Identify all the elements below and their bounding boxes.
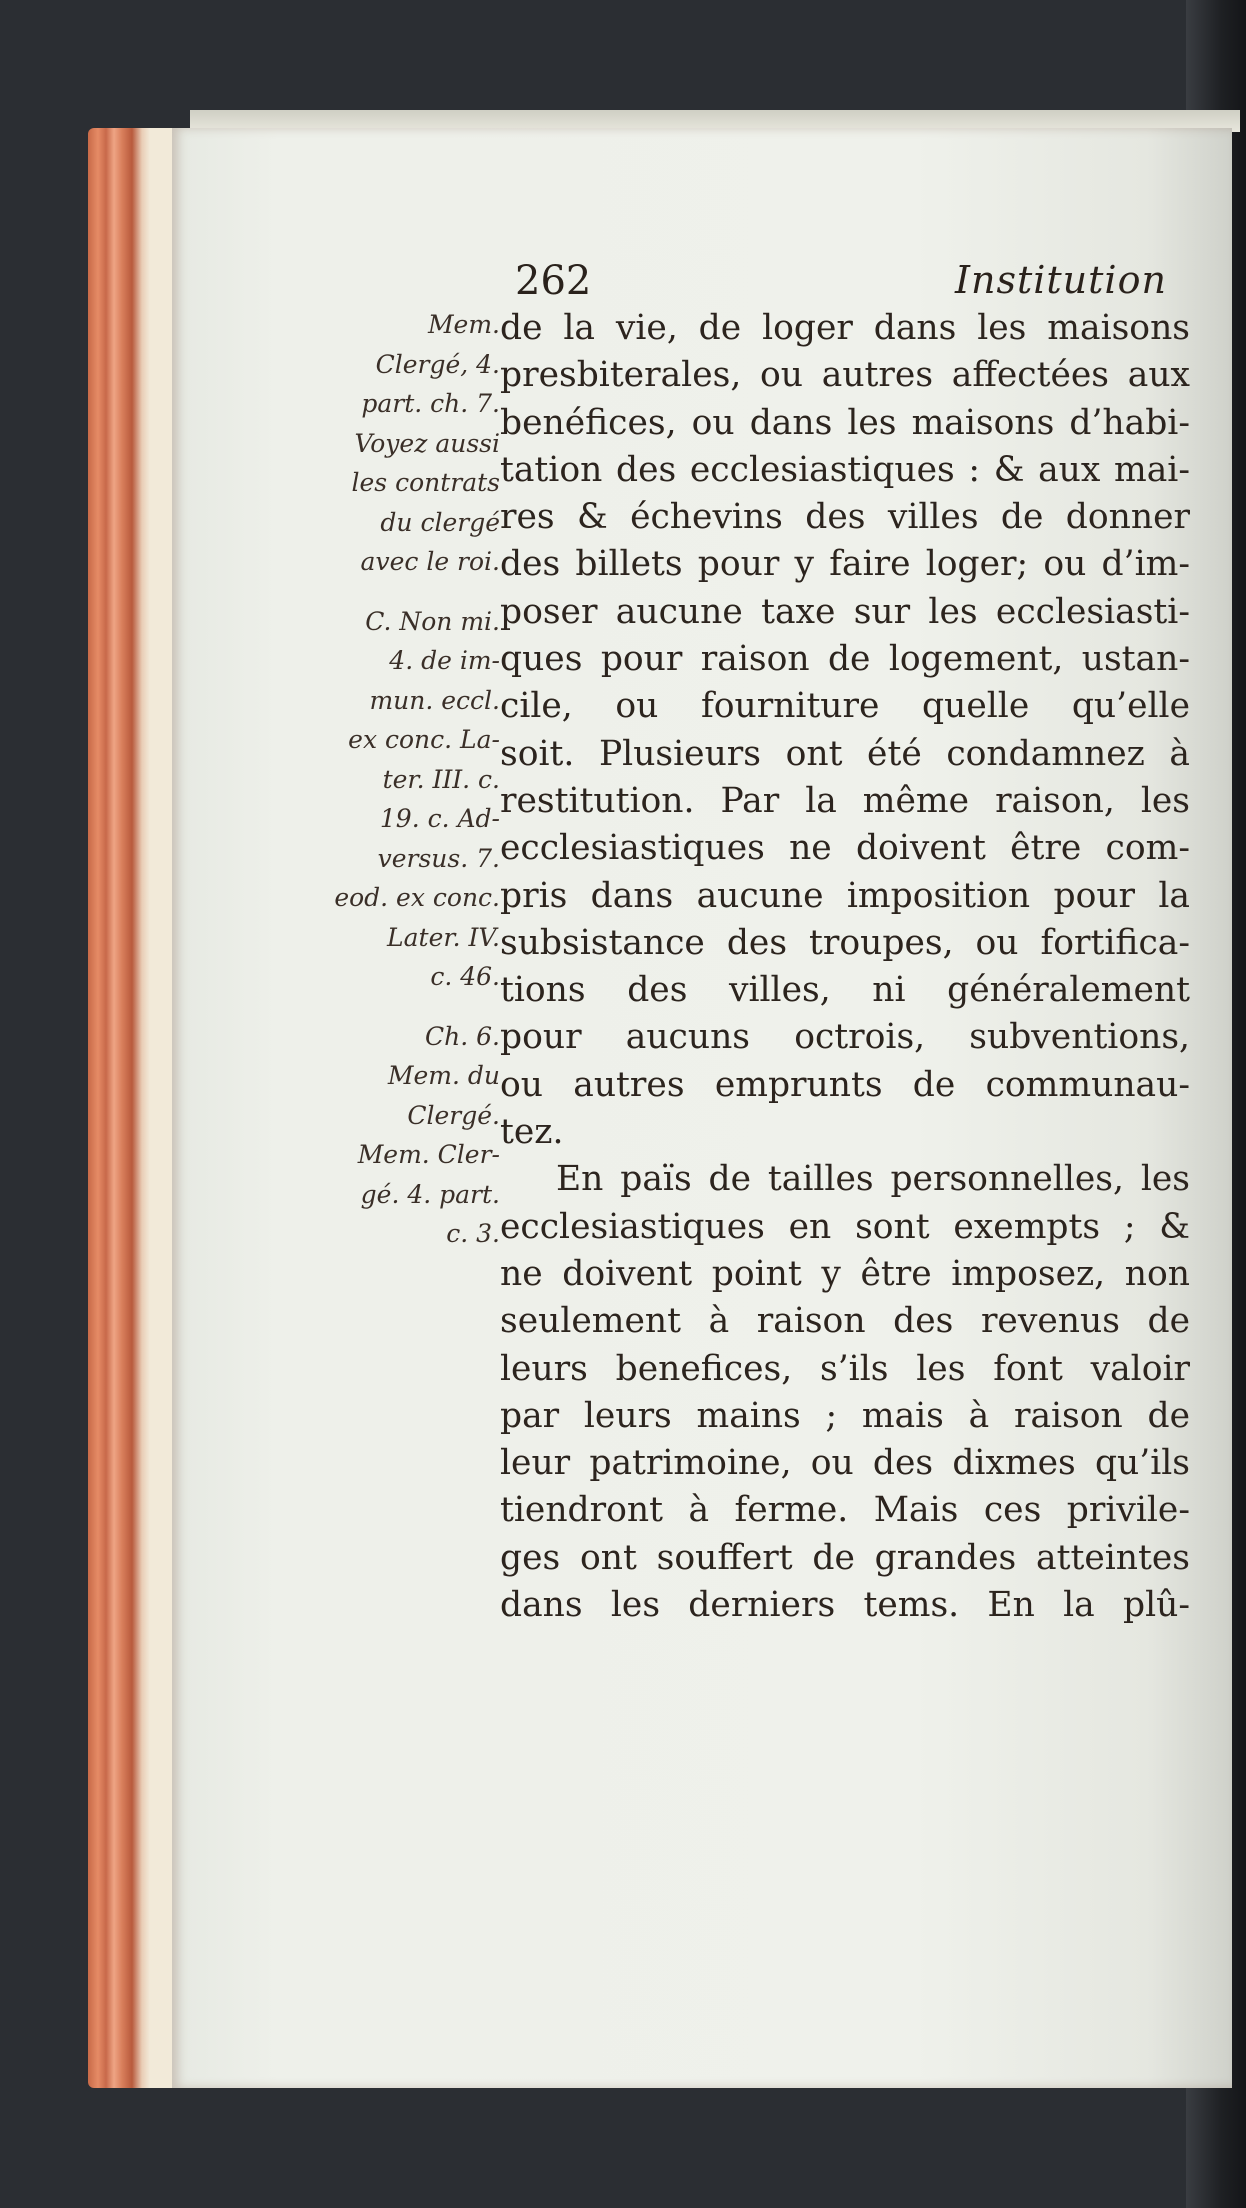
margin-note: Mem. du — [387, 1061, 500, 1090]
text-line: ges ont souffert de grandes atteintes — [500, 1537, 1190, 1578]
margin-note: Clergé. — [407, 1100, 500, 1130]
paragraph-start-line: En païs de tailles personnelles, les — [556, 1159, 1190, 1200]
margin-note: les contrats — [351, 468, 500, 497]
text-line: restitution. Par la même raison, les — [500, 780, 1190, 821]
margin-note: versus. 7. — [377, 843, 500, 873]
text-line: ecclesiastiques en sont exempts ; & — [500, 1206, 1190, 1247]
margin-note: du clergé — [380, 507, 500, 537]
margin-note: avec le roi. — [360, 547, 500, 576]
margin-note: Mem. — [427, 310, 500, 339]
body-text — [500, 305, 1190, 1629]
page-number: 262 — [515, 258, 592, 304]
margin-note: C. Non mi. — [365, 606, 500, 636]
margin-note: mun. eccl. — [369, 685, 500, 715]
text-line: ecclesiastiques ne doivent être com- — [500, 828, 1190, 869]
margin-note: c. 46. — [430, 962, 500, 991]
margin-note: ter. III. c. — [382, 764, 500, 794]
text-line: tions des villes, ni généralement — [500, 970, 1190, 1011]
text-line: tation des ecclesiastiques : & aux mai- — [500, 449, 1190, 490]
margin-notes — [278, 305, 500, 1254]
margin-note: 4. de im- — [389, 646, 500, 675]
text-line: seulement à raison des revenus de — [500, 1301, 1190, 1342]
text-line: pris dans aucune imposition pour la — [500, 875, 1190, 916]
text-line: presbiterales, ou autres affectées aux — [500, 355, 1190, 396]
text-line: ou autres emprunts de communau- — [500, 1064, 1190, 1105]
text-line: leur patrimoine, ou des dixmes qu’ils — [500, 1443, 1190, 1484]
margin-note: Later. IV. — [387, 922, 500, 952]
margin-note: c. 3. — [446, 1219, 500, 1248]
margin-note: eod. ex conc. — [334, 883, 500, 912]
text-line: res & échevins des villes de donner — [500, 497, 1190, 538]
margin-spacer — [278, 582, 500, 602]
text-line: subsistance des troupes, ou fortifica- — [500, 922, 1190, 963]
margin-note: Voyez aussi — [354, 428, 500, 458]
margin-note: Mem. Cler- — [357, 1140, 500, 1169]
margin-note: ex conc. La- — [348, 725, 500, 754]
margin-note: part. ch. 7. — [361, 389, 500, 418]
text-line: dans les derniers tems. En la plû- — [500, 1585, 1190, 1626]
margin-note: Clergé, 4. — [375, 349, 500, 379]
text-line: leurs benefices, s’ils les font valoir — [500, 1348, 1190, 1389]
text-line: tez. — [500, 1112, 564, 1153]
text-line: soit. Plusieurs ont été condamnez à — [500, 733, 1190, 774]
text-line: de la vie, de loger dans les maisons — [500, 308, 1190, 348]
margin-note: gé. 4. part. — [360, 1179, 500, 1209]
text-line: ne doivent point y être imposez, non — [500, 1253, 1190, 1294]
margin-note: Ch. 6. — [425, 1021, 500, 1051]
text-line: des billets pour y faire loger; ou d’im- — [500, 544, 1190, 585]
text-line: ques pour raison de logement, ustan- — [500, 639, 1190, 680]
text-line: cile, ou fourniture quelle qu’elle — [500, 686, 1190, 727]
text-line: poser aucune taxe sur les ecclesiasti- — [500, 591, 1190, 632]
text-line: tiendront à ferme. Mais ces privile- — [500, 1490, 1190, 1531]
text-line: pour aucuns octrois, subventions, — [500, 1017, 1190, 1058]
margin-note: 19. c. Ad- — [379, 804, 500, 833]
text-line: par leurs mains ; mais à raison de — [500, 1395, 1190, 1436]
margin-spacer — [278, 997, 500, 1017]
text-line: benéfices, ou dans les maisons d’habi- — [500, 402, 1190, 443]
running-title: Institution — [955, 258, 1167, 302]
